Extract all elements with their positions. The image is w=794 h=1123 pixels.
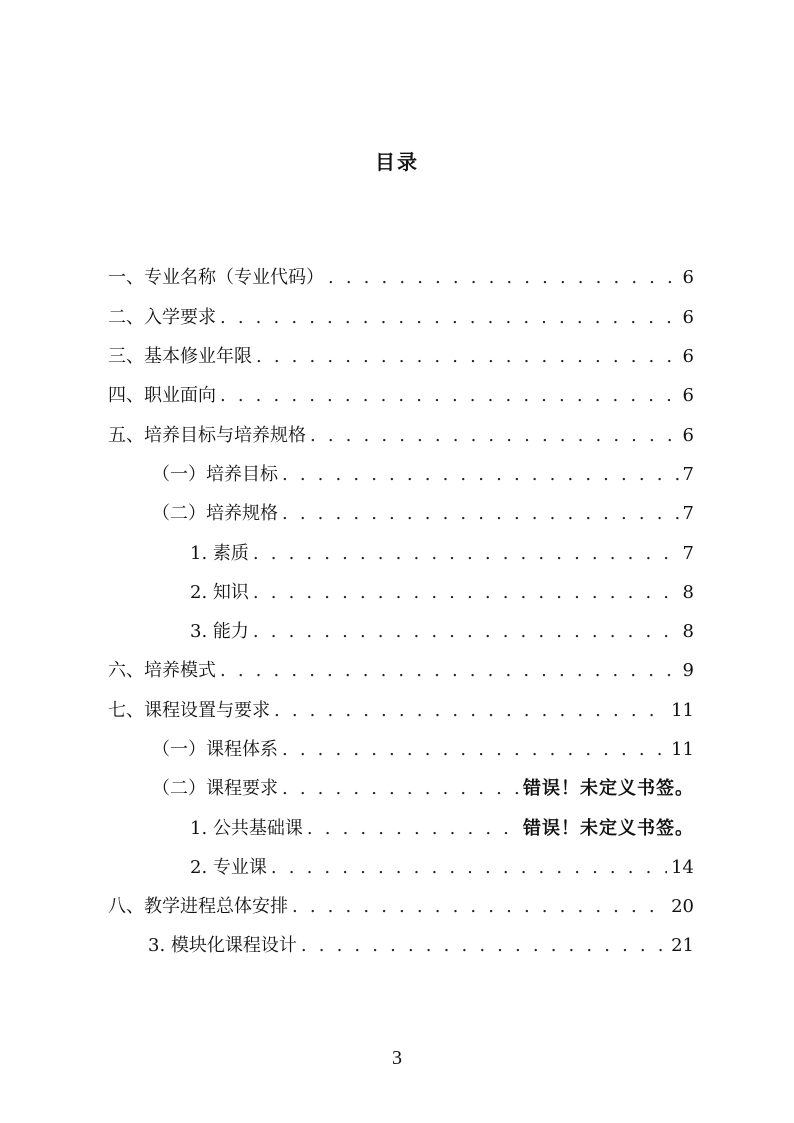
toc-entry-label: 四、职业面向 (108, 385, 216, 406)
toc-dot-leader (220, 305, 679, 331)
toc-entry-page: 6 (682, 385, 694, 406)
toc-entry-label: 一、专业名称（专业代码） (108, 267, 324, 288)
toc-entry-error-text: 错误！未定义书签。 (523, 818, 694, 839)
toc-entry-error-text: 错误！未定义书签。 (523, 778, 694, 799)
toc-entry[interactable] (190, 541, 694, 567)
toc-entry-page: 6 (682, 307, 694, 328)
toc-entry[interactable] (152, 501, 694, 527)
toc-entry[interactable] (190, 816, 694, 842)
toc-entry-page: 11 (671, 700, 694, 721)
toc-entry-page: 11 (671, 739, 694, 760)
toc-entry-page: 6 (682, 425, 694, 446)
toc-entry-page: 8 (682, 621, 694, 642)
toc-entry-label: 六、培养模式 (108, 660, 216, 681)
toc-dot-leader (274, 698, 667, 724)
toc-dot-leader (292, 894, 667, 920)
toc-entry[interactable] (190, 580, 694, 606)
toc-entry-page: 14 (671, 857, 694, 878)
toc-entry[interactable] (152, 776, 694, 802)
toc-entry-label: 三、基本修业年限 (108, 346, 252, 367)
toc-dot-leader (220, 658, 679, 684)
toc-dot-leader (307, 816, 519, 842)
toc-entry-label: 3. 模块化课程设计 (148, 935, 297, 956)
toc-entry[interactable] (108, 698, 694, 724)
toc-entry[interactable] (148, 933, 694, 959)
toc-dot-leader (253, 619, 679, 645)
toc-entry-label: 五、培养目标与培养规格 (108, 425, 306, 446)
toc-title: 目录 (375, 150, 419, 174)
toc-dot-leader (282, 501, 679, 527)
toc-entry-label: 二、入学要求 (108, 307, 216, 328)
toc-entry-page: 21 (671, 935, 694, 956)
toc-entry-page: 9 (682, 660, 694, 681)
toc-entry[interactable] (108, 305, 694, 331)
toc-entry[interactable] (108, 344, 694, 370)
toc-entry-page: 7 (682, 503, 694, 524)
toc-dot-leader (256, 344, 679, 370)
page-number: 3 (392, 1047, 402, 1069)
toc-entry-page: 6 (682, 267, 694, 288)
toc-dot-leader (328, 265, 679, 291)
toc-entry-page: 7 (682, 464, 694, 485)
toc-entry[interactable] (108, 265, 694, 291)
toc-entry-label: 3. 能力 (190, 621, 249, 642)
toc-entry-label: 1. 公共基础课 (190, 818, 303, 839)
toc-entry-label: （一）培养目标 (152, 464, 278, 485)
toc-entry-page: 7 (682, 543, 694, 564)
toc-entry[interactable] (152, 462, 694, 488)
toc-entry-label: （二）课程要求 (152, 778, 278, 799)
toc-entry-label: 2. 知识 (190, 582, 249, 603)
toc-dot-leader (282, 462, 679, 488)
toc-dot-leader (220, 383, 679, 409)
toc-dot-leader (282, 737, 667, 763)
toc-entry-label: 2. 专业课 (190, 857, 267, 878)
toc-dot-leader (253, 580, 679, 606)
toc-dot-leader (310, 423, 679, 449)
toc-dot-leader (301, 933, 667, 959)
toc-dot-leader (253, 541, 679, 567)
toc-entry-label: （二）培养规格 (152, 503, 278, 524)
toc-entry-label: （一）课程体系 (152, 739, 278, 760)
toc-entry-label: 七、课程设置与要求 (108, 700, 270, 721)
toc-entry[interactable] (108, 658, 694, 684)
toc-entry[interactable] (108, 894, 694, 920)
toc-entry[interactable] (108, 423, 694, 449)
toc-entry-page: 20 (671, 896, 694, 917)
toc-entry-page: 6 (682, 346, 694, 367)
toc-entry-label: 1. 素质 (190, 543, 249, 564)
toc-entry[interactable] (190, 619, 694, 645)
toc-entry[interactable] (152, 737, 694, 763)
toc-entry[interactable] (190, 855, 694, 881)
toc-entry[interactable] (108, 383, 694, 409)
toc-entry-label: 八、教学进程总体安排 (108, 896, 288, 917)
toc-dot-leader (282, 776, 519, 802)
toc-entry-page: 8 (682, 582, 694, 603)
toc-dot-leader (271, 855, 667, 881)
